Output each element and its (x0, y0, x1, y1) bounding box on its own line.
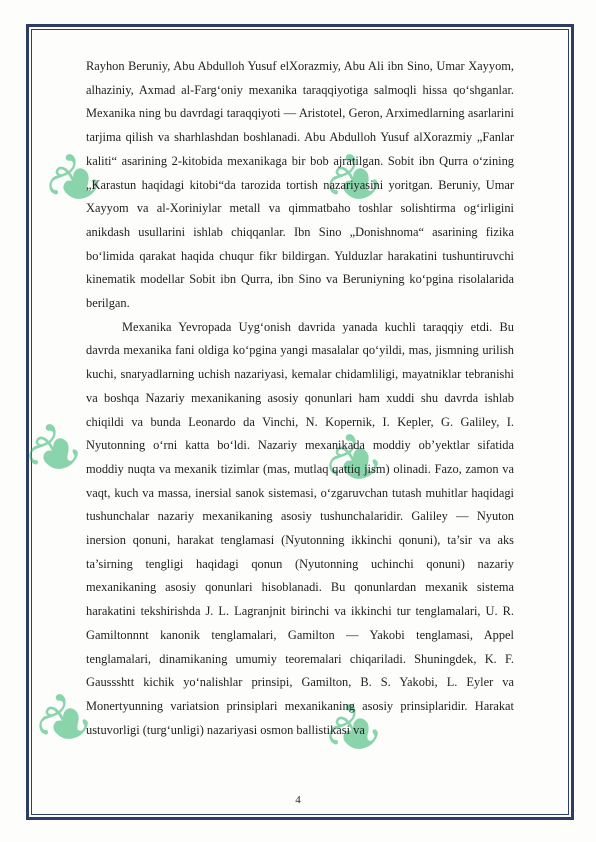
watermark-logo-icon: ❦ (11, 408, 103, 496)
page-number: 4 (295, 794, 301, 806)
document-body (86, 55, 514, 742)
watermark-logo-icon: ❦ (311, 138, 403, 226)
paragraph: Rayhon Beruniy, Abu Abdulloh Yusuf elXorazmiy, Abu Ali ibn Sino, Umar Xayyom, alhaziniy, Axmad al-Farg‘oniy mexanika taraqqiyotiga salmoqli hissa qo‘shganlar. Mexanika ning bu davrdagi taraqqiyoti — Aristotel, Geron, Arximedlarning asarlarini tarjima qilish va sharhlashdan boshlanadi. Abu Abdulloh Yusuf alXorazmiy „Fanlar kaliti“ asarining 2-kitobida mexanikaga bir bob ajratilgan. Sobit ibn Qurra o‘zining „Karastun haqidagi kitobi“da tarozida tortish nazariyasini yoritgan. Beruniy, Umar Xayyom va al-Xoriniylar metall va qimmatbaho toshlar solishtirma og‘irligini anikdash usullarini ishlab chiqqanlar. Ibn Sino „Donishnoma“ asarining fizika bo‘limida qarakat haqida chuqur fikr bildirgan. Yulduzlar harakatini tushuntiruvchi kinematik modellar Sobit ibn Qurra, ibn Sino va Beruniyning ko‘pgina risolalarida berilgan. (86, 59, 514, 311)
watermark-logo-icon: ❦ (31, 138, 123, 226)
watermark-logo-icon: ❦ (21, 678, 113, 766)
paragraph: Mexanika Yevropada Uyg‘onish davrida yanada kuchli taraqqiy etdi. Bu davrda mexanika fani oldiga ko‘pgina yangi masalalar qo‘yildi, mas, jismning urilish kuchi, snaryadlarning uchish nazariyasi, kemalar chidamliligi, mayatniklar tebranishi va boshqa Nazariy mexanikaning asosiy qonunlari ham xuddi shu davrda ishlab chiqildi va bunda Leonardo da Vinchi, N. Kopernik, I. Kepler, G. Galiley, I. Nyutonning o‘rni katta bo‘ldi. Nazariy mexanikada moddiy ob’yektlar sifatida moddiy nuqta va mexanik tizimlar (mas, mutlaq qattiq jism) olinadi. Fazo, zamon va vaqt, kuch va massa, inersial sanok sistemasi, o‘zgaruvchan tutash muhitlar haqidagi tushunchalar nazariy mexanikaning asosiy tushunchalaridir. Galiley — Nyuton inersion qonuni, harakat tenglamasi (Nyutonning ikkinchi qonuni), ta’sir va aks ta’sirning tengligi haqidagi qonun (Nyutonning uchinchi qonuni) nazariy mexanikaning asosiy qonunlari hisoblanadi. Bu qonunlardan mexanik sistema harakatini tekshirishda J. L. Lagranjnit birinchi va ikkinchi tur tenglamalari, U. R. Gamiltonnnt kanonik tenglamalari, Gamilton — Yakobi tenglamasi, Appel tenglamalari, dinamikaning umumiy teoremalari chiqariladi. Shuningdek, K. F. Gaussshtt kichik yo‘nalishlar prinsipi, Gamilton, B. S. Yakobi, L. Eyler va Monertyunning variatsion prinsiplari mexanikaning asosiy prinsiplaridir. Harakat ustuvorligi (turg‘unligi) nazariyasi osmon ballistikasi va (86, 319, 514, 737)
watermark-logo-icon: ❦ (311, 418, 403, 506)
watermark-logo-icon: ❦ (311, 688, 403, 776)
